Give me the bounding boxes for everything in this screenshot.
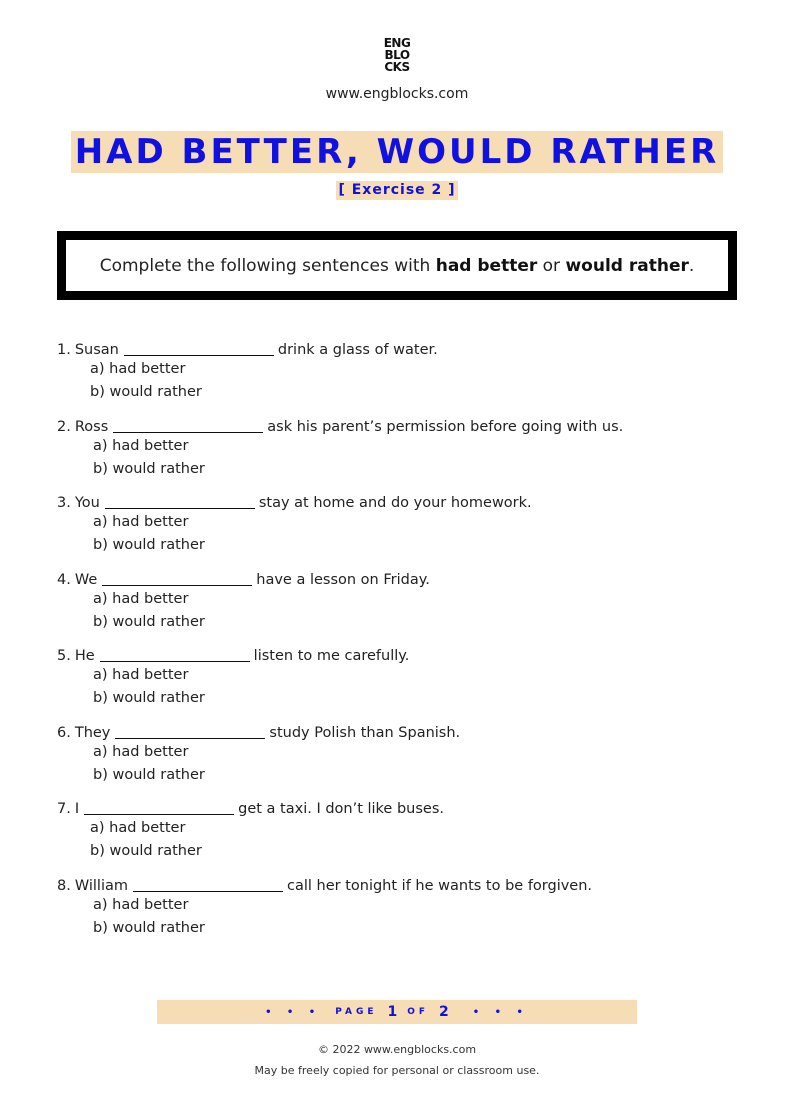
copyright-text: © 2022 www.engblocks.com <box>317 1043 477 1056</box>
question-item <box>57 644 409 710</box>
question-number: 5. <box>57 648 71 664</box>
question-rest: listen to me carefully. <box>253 648 410 664</box>
instruction-suffix: . <box>688 255 695 276</box>
question-subject: You <box>74 495 100 511</box>
question-item <box>57 721 460 787</box>
option-had-better[interactable]: a) had better <box>93 744 189 760</box>
question-subject: We <box>74 572 98 588</box>
option-would-rather[interactable]: b) would rather <box>93 461 205 477</box>
page-current: 1 <box>387 1004 398 1020</box>
question-number: 4. <box>57 572 71 588</box>
option-would-rather[interactable]: b) would rather <box>93 614 205 630</box>
logo-line: ENG <box>383 36 411 50</box>
answer-blank[interactable] <box>100 646 250 662</box>
question-item <box>57 491 532 557</box>
answer-blank[interactable] <box>113 417 263 433</box>
question-rest: have a lesson on Friday. <box>256 572 430 588</box>
option-had-better[interactable]: a) had better <box>93 897 189 913</box>
question-subject: I <box>74 801 80 817</box>
question-rest: drink a glass of water. <box>277 342 438 358</box>
question-subject: He <box>74 648 95 664</box>
question-sentence <box>57 568 430 588</box>
question-sentence <box>57 644 409 664</box>
question-number: 6. <box>57 725 71 741</box>
question-subject: They <box>74 725 111 741</box>
question-number: 2. <box>57 419 71 435</box>
option-would-rather[interactable]: b) would rather <box>93 690 205 706</box>
instruction-term-would-rather: would rather <box>565 255 689 276</box>
option-had-better[interactable]: a) had better <box>93 514 189 530</box>
page-title: HAD BETTER, WOULD RATHER <box>71 131 724 173</box>
question-rest: call her tonight if he wants to be forgiven. <box>287 878 593 894</box>
option-had-better[interactable]: a) had better <box>93 667 189 683</box>
answer-blank[interactable] <box>84 799 234 815</box>
footer-dots-right: • • • <box>472 1006 529 1018</box>
instruction-box <box>57 231 737 300</box>
title-wrap <box>0 131 794 173</box>
exercise-subtitle: [ Exercise 2 ] <box>338 182 456 198</box>
question-subject: William <box>74 878 128 894</box>
option-had-better[interactable]: a) had better <box>93 591 189 607</box>
question-sentence <box>57 721 460 741</box>
instruction-middle: or <box>537 255 566 276</box>
instruction-term-had-better: had better <box>435 255 538 276</box>
engblocks-logo <box>381 37 413 73</box>
answer-blank[interactable] <box>133 876 283 892</box>
question-rest: get a taxi. I don’t like buses. <box>238 801 444 817</box>
option-would-rather[interactable]: b) would rather <box>93 537 205 553</box>
question-rest: study Polish than Spanish. <box>269 725 461 741</box>
of-label: OF <box>407 1007 430 1017</box>
logo-line: BLO <box>384 48 410 62</box>
question-sentence <box>57 874 592 894</box>
question-item <box>57 568 430 634</box>
question-number: 3. <box>57 495 71 511</box>
question-sentence <box>57 338 438 358</box>
option-would-rather[interactable]: b) would rather <box>93 920 205 936</box>
answer-blank[interactable] <box>124 340 274 356</box>
question-item <box>57 797 444 863</box>
answer-blank[interactable] <box>105 493 255 509</box>
page-indicator <box>157 1000 637 1024</box>
question-sentence <box>57 491 532 511</box>
instruction-text <box>100 256 695 276</box>
question-subject: Ross <box>74 419 109 435</box>
question-sentence <box>57 415 623 435</box>
subtitle-wrap <box>0 179 794 200</box>
option-would-rather[interactable]: b) would rather <box>90 843 202 859</box>
website-url[interactable]: www.engblocks.com <box>325 86 469 102</box>
option-had-better[interactable]: a) had better <box>93 438 189 454</box>
answer-blank[interactable] <box>115 723 265 739</box>
footer-dots-left: • • • <box>265 1006 322 1018</box>
question-rest: ask his parent’s permission before going with us. <box>267 419 624 435</box>
question-rest: stay at home and do your homework. <box>258 495 532 511</box>
instruction-prefix: Complete the following sentences with <box>99 255 436 276</box>
option-would-rather[interactable]: b) would rather <box>93 767 205 783</box>
option-would-rather[interactable]: b) would rather <box>90 384 202 400</box>
question-item <box>57 338 438 404</box>
page-label: PAGE <box>335 1007 378 1017</box>
question-subject: Susan <box>74 342 119 358</box>
question-item <box>57 415 623 481</box>
question-number: 7. <box>57 801 71 817</box>
license-text: May be freely copied for personal or classroom use. <box>254 1064 540 1077</box>
question-item <box>57 874 592 940</box>
page-total: 2 <box>439 1004 449 1020</box>
answer-blank[interactable] <box>102 570 252 586</box>
option-had-better[interactable]: a) had better <box>90 361 186 377</box>
logo-line: CKS <box>384 60 410 74</box>
question-number: 1. <box>57 342 71 358</box>
question-sentence <box>57 797 444 817</box>
question-number: 8. <box>57 878 71 894</box>
option-had-better[interactable]: a) had better <box>90 820 186 836</box>
